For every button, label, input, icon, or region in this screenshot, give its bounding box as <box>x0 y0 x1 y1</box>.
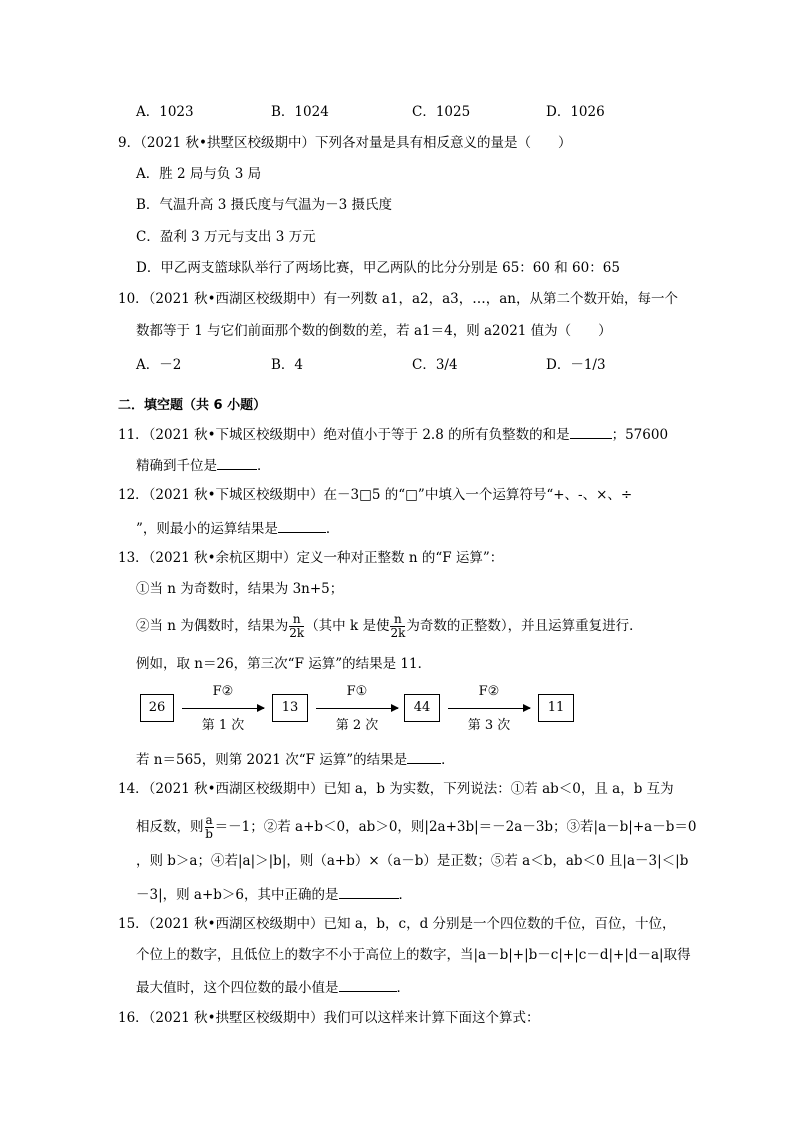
q9-option-a: A．胜 2 局与负 3 局 <box>136 166 262 182</box>
q12-line1: 12．（2021 秋•下城区校级期中）在－3□5 的“□”中填入一个运算符号“+、-、×、÷ <box>118 487 633 503</box>
q13-case2 <box>136 613 643 640</box>
flow-arrow-1-bottom: 第 1 次 <box>201 718 245 733</box>
flow-arrow-1-top: F② <box>212 684 234 699</box>
q11-text-2: 精确到千位是 <box>136 458 217 474</box>
q13-frac2-num: n <box>390 613 405 627</box>
q11-text: 11．（2021 秋•下城区校级期中）绝对值小于等于 2.8 的所有负整数的和是 <box>118 427 570 443</box>
q8-option-b: B．1024 <box>271 104 329 120</box>
flow-arrow-2 <box>316 708 398 709</box>
q11-blank-2[interactable] <box>217 455 257 470</box>
q13-fraction-1 <box>289 613 304 640</box>
q15-line2: 个位上的数字，且低位上的数字不小于高位上的数字，当|a－b|+|b－c|+|c－d|+|d－a|取得 <box>136 947 691 963</box>
q13-end: ． <box>441 752 455 768</box>
q14-line4 <box>136 884 412 904</box>
q14-line2 <box>136 814 696 841</box>
flow-box-3: 44 <box>404 694 440 722</box>
q13-frac1-num: n <box>289 613 304 627</box>
q9-option-d: D．甲乙两支篮球队举行了两场比赛，甲乙两队的比分分别是 65：60 和 60：65 <box>136 260 620 276</box>
flow-arrow-2-top: F① <box>346 684 368 699</box>
q14-line2-a: 相反数，则 <box>136 819 204 835</box>
q13-fraction-2 <box>390 613 405 640</box>
q10-option-b: B．4 <box>271 357 304 373</box>
q14-frac-num: a <box>205 813 213 827</box>
q14-end: ． <box>398 887 413 903</box>
q11-line2 <box>136 455 271 475</box>
q10-option-a: A．－2 <box>136 357 182 373</box>
q11-line1 <box>118 424 668 444</box>
q13-case2-b: （其中 k 是使 <box>305 618 390 634</box>
q10-line2: 数都等于 1 与它们前面那个数的倒数的差，若 a1＝4，则 a2021 值为（ ） <box>136 323 612 339</box>
q15-line1: 15．（2021 秋•西湖区校级期中）已知 a，b，c，d 分别是一个四位数的千位，百位，十位， <box>118 916 676 932</box>
q16-line1: 16．（2021 秋•拱墅区校级期中）我们可以这样来计算下面这个算式： <box>118 1010 540 1026</box>
q11-end: ． <box>257 458 271 474</box>
q9-option-c: C．盈利 3 万元与支出 3 万元 <box>136 229 316 245</box>
q15-blank[interactable] <box>339 977 397 992</box>
q8-option-d: D．1026 <box>546 104 605 120</box>
q13-example: 例如，取 n＝26，第三次“F 运算”的结果是 11． <box>136 656 432 672</box>
q14-fraction <box>205 814 214 841</box>
flow-arrow-2-bottom: 第 2 次 <box>335 718 379 733</box>
q14-line4-text: －3|，则 a+b＞6，其中正确的是 <box>136 887 339 903</box>
q14-line3: ，则 b＞a；④若|a|＞|b|，则（a+b）×（a－b）是正数；⑤若 a＜b，ab＜0 且|a－3|＜|b <box>136 853 689 869</box>
flow-box-1: 26 <box>140 694 174 722</box>
q11-text-b: ；57600 <box>611 427 669 443</box>
q9-option-b: B．气温升高 3 摄氏度与气温为－3 摄氏度 <box>136 197 392 213</box>
q13-case1: ①当 n 为奇数时，结果为 3n+5； <box>136 581 344 597</box>
flow-box-2: 13 <box>272 694 308 722</box>
q10-option-c: C．3/4 <box>412 357 458 373</box>
q9-stem: 9．（2021 秋•拱墅区校级期中）下列各对量是具有相反意义的量是（ ） <box>118 135 572 151</box>
q13-frac2-den: 2k <box>390 626 406 640</box>
q14-line2-b: ＝－1；②若 a+b＜0，ab＞0，则|2a+3b|＝－2a－3b；③若|a－b|+a－b＝0 <box>214 819 697 835</box>
flow-arrow-3-bottom: 第 3 次 <box>467 718 511 733</box>
flow-arrow-3 <box>448 708 530 709</box>
q10-line1: 10．（2021 秋•西湖区校级期中）有一列数 a1，a2，a3，…，an，从第二个数开始，每一个 <box>118 291 678 307</box>
q12-text: ”，则最小的运算结果是 <box>136 521 278 537</box>
q8-option-c: C．1025 <box>412 104 471 120</box>
q13-last-text: 若 n＝565，则第 2021 次“F 运算”的结果是 <box>136 752 408 768</box>
q13-case2-c: 为奇数的正整数），并且运算重复进行． <box>406 618 643 634</box>
q12-end: ． <box>325 521 340 537</box>
q15-line3 <box>136 977 410 997</box>
flow-box-4: 11 <box>538 694 574 722</box>
q15-end: ． <box>396 980 410 996</box>
q13-frac1-den: 2k <box>289 626 305 640</box>
q14-blank[interactable] <box>339 884 399 899</box>
q13-last <box>136 749 455 769</box>
q13-blank[interactable] <box>407 749 441 764</box>
q13-case2-a: ②当 n 为偶数时，结果为 <box>136 618 289 634</box>
q13-line1: 13．（2021 秋•余杭区期中）定义一种对正整数 n 的“F 运算”： <box>118 550 504 566</box>
flow-arrow-1 <box>182 708 264 709</box>
q14-line1: 14．（2021 秋•西湖区校级期中）已知 a，b 为实数，下列说法：①若 ab＜0，且 a，b 互为 <box>118 781 674 797</box>
flow-arrow-3-top: F② <box>478 684 500 699</box>
q12-line2 <box>136 518 339 538</box>
q8-option-a: A．1023 <box>136 104 194 120</box>
q14-frac-den: b <box>205 827 213 841</box>
q15-line3-text: 最大值时，这个四位数的最小值是 <box>136 980 339 996</box>
q12-blank[interactable] <box>278 518 326 533</box>
q11-blank-1[interactable] <box>570 424 612 439</box>
section-heading: 二．填空题（共 6 小题） <box>118 398 267 413</box>
q10-option-d: D．－1/3 <box>546 357 606 373</box>
